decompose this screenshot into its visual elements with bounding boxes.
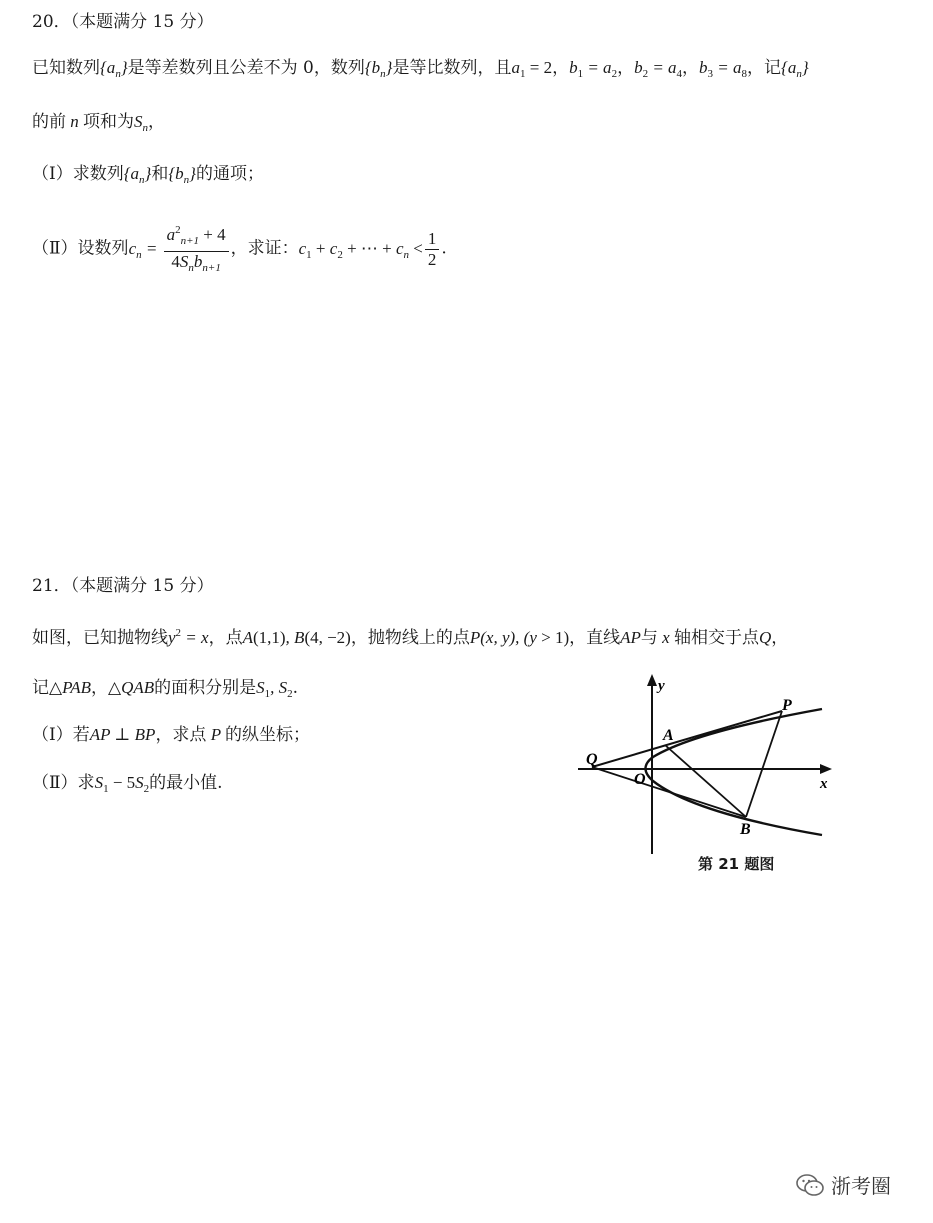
x-axis-arrow [820,764,832,774]
q20-statement-line2: 的前 n 项和为$S_n$， [32,112,165,134]
q21-part2: （Ⅱ）求$S_1 - 5S_2$的最小值. [32,773,223,795]
label-Q: Q [586,751,598,768]
q21-statement-line1: 如图，已知抛物线$y^2 = x$，点A(1,1), B(4, −2)，抛物线上的点P(x, y), (y > 1)，直线AP与 x 轴相交于点Q， [32,627,789,648]
q20-part1: （Ⅰ）求数列$\{a_n\}$和$\{b_n\}$的通项； [32,164,264,186]
label-A: A [663,727,674,744]
line-QB [592,767,746,817]
label-P: P [782,697,792,714]
line-QAP [592,711,782,767]
watermark-text: 浙考圈 [831,1174,891,1198]
parabola-figure [570,668,840,856]
watermark [795,1170,891,1199]
q21-part1: （Ⅰ）若AP ⊥ BP，求点 P 的纵坐标； [32,725,311,745]
q21-statement-line2: 记△PAB，△QAB的面积分别是$S_1$, $S_2$. [32,678,299,700]
line-PB [746,711,782,817]
label-y: y [658,678,665,694]
wechat-icon [795,1172,825,1198]
q21-heading: 21．（本题满分 15 分） [32,576,214,596]
q20-statement-line1: 已知数列$\{a_n\}$是等差数列且公差不为 0，数列$\{b_n\}$是等比数列，且$a_1 = 2$，$b_1 = a_2$，$b_2 = a_4$，$b_3 = a_8$，记$\{a_n\}$ [32,58,809,80]
q20-part2: （Ⅱ）设数列$c_n$ = $\frac{a^2_{n+1} + 4}{4S_nb_{n+1}}$ ，求证：$c_1 + c_2$ + ⋯ + $c_n$ < $\frac{1}{2}$ . [32,220,447,278]
label-x: x [820,776,828,792]
q20-heading: 20．（本题满分 15 分） [32,12,214,32]
figure-caption: 第 21 题图 [698,855,775,873]
label-B: B [740,821,751,838]
y-axis-arrow [647,674,657,686]
label-O: O [634,771,646,788]
